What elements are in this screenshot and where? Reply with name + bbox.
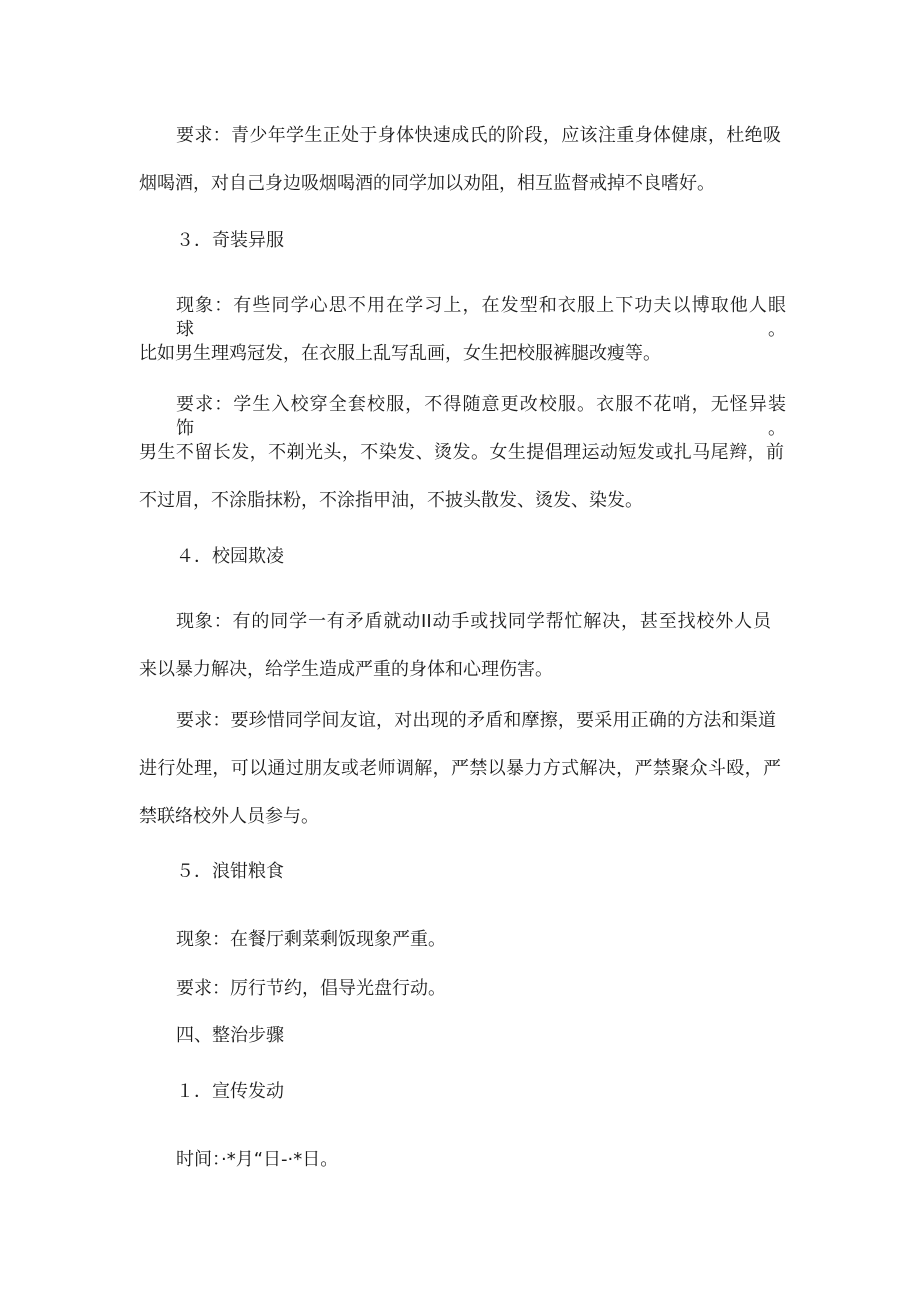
heading-item-3: ３．奇装异服 — [176, 230, 284, 251]
section-heading-four: 四、整治步骤 — [176, 1025, 284, 1046]
paragraph-requirement-dress-line1: 要求：学生入校穿全套校服，不得随意更改校服。衣服不花哨，无怪异装饰。 — [176, 394, 786, 439]
heading-item-5: ５．浪钳粮食 — [176, 861, 284, 882]
paragraph-phenomenon-bullying-line1: 现象：有的同学一有矛盾就动II动手或找同学帮忙解决，甚至找校外人员 — [176, 611, 771, 632]
paragraph-phenomenon-dress-line1: 现象：有些同学心思不用在学习上，在发型和衣服上下功夫以博取他人眼球。 — [176, 295, 786, 340]
paragraph-requirement-bullying-line3: 禁联络校外人员参与。 — [139, 806, 319, 827]
paragraph-requirement-health-line1: 要求：青少年学生正处于身体快速成氏的阶段，应该注重身体健康，杜绝吸 — [176, 125, 781, 146]
paragraph-requirement-dress-line3: 不过眉，不涂脂抹粉，不涂指甲油，不披头散发、烫发、染发。 — [139, 490, 643, 511]
paragraph-time: 时间：·*月“日-·*日。 — [176, 1149, 339, 1170]
heading-item-4: ４．校园欺凌 — [176, 546, 284, 567]
paragraph-requirement-bullying-line2: 进行处理，可以通过朋友或老师调解，严禁以暴力方式解决，严禁聚众斗殴，严 — [139, 758, 781, 779]
paragraph-phenomenon-dress-line2: 比如男生理鸡冠发，在衣服上乱写乱画，女生把校服裤腿改瘦等。 — [139, 343, 661, 364]
heading-step-1: １．宣传发动 — [176, 1081, 284, 1102]
paragraph-requirement-bullying-line1: 要求：要珍惜同学间友谊，对出现的矛盾和摩擦，要采用正确的方法和渠道 — [176, 710, 776, 731]
paragraph-requirement-food: 要求：厉行节约，倡导光盘行动。 — [176, 978, 446, 999]
paragraph-requirement-dress-line2: 男生不留长发，不剃光头，不染发、烫发。女生提倡理运动短发或扎马尾辫，前 — [139, 442, 784, 463]
paragraph-phenomenon-bullying-line2: 来以暴力解决，给学生造成严重的身体和心理伤害。 — [139, 659, 553, 680]
paragraph-requirement-health-line2: 烟喝酒，对自己身边吸烟喝酒的同学加以劝阻，相互监督戒掉不良嗜好。 — [139, 173, 715, 194]
paragraph-phenomenon-food: 现象：在餐厅剩菜剩饭现象严重。 — [176, 929, 446, 950]
